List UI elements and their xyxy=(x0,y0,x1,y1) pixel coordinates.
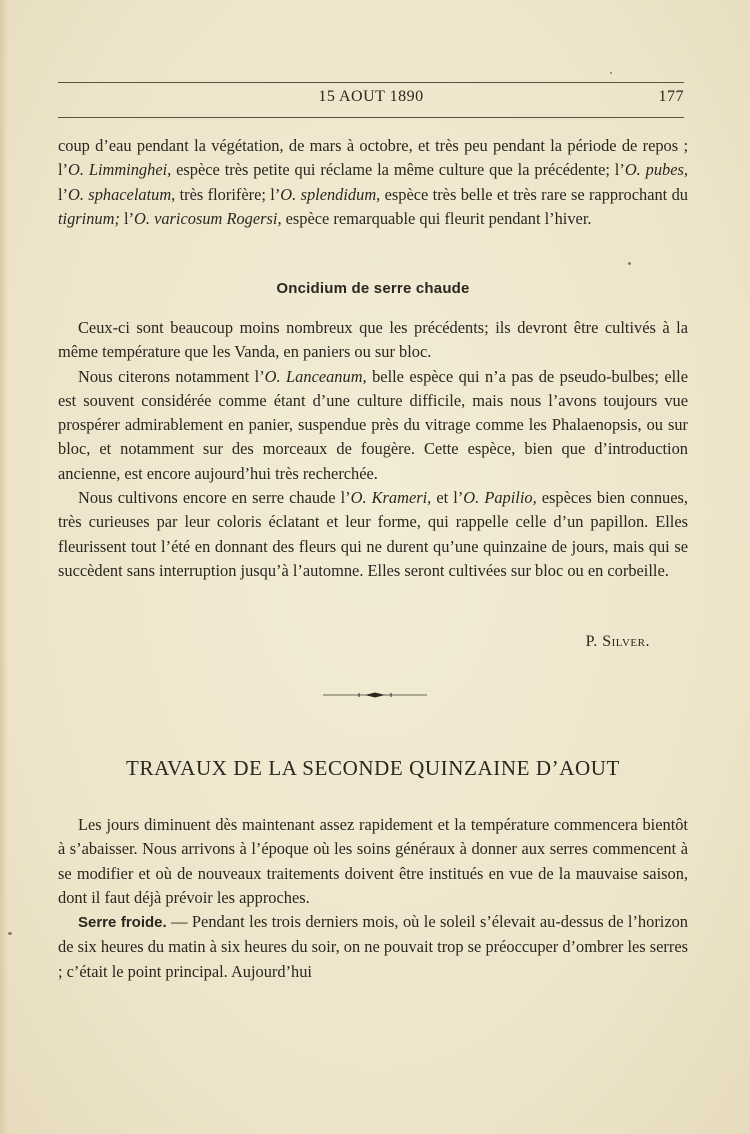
paper-speck xyxy=(610,72,612,74)
bold-lead-in: Serre froide. xyxy=(78,914,167,932)
section-paragraph-1 xyxy=(58,316,688,365)
italic-term: O. pubes xyxy=(624,160,684,180)
signature-name: Silver. xyxy=(602,633,650,650)
text-run: , l’ xyxy=(58,160,688,204)
page-edge-shadow xyxy=(0,0,8,1134)
section-paragraph-2 xyxy=(58,365,688,486)
chapter-body xyxy=(58,813,688,984)
continuation-text xyxy=(58,134,688,231)
continuation-paragraph xyxy=(58,134,688,231)
text-run: espèce très petite qui réclame la même culture que la précédente; l’ xyxy=(171,160,625,180)
italic-term: O. Limminghei, xyxy=(68,160,172,180)
text-run: , très florifère; l’ xyxy=(171,184,281,204)
signature-initial: P. xyxy=(585,633,598,650)
italic-term: O. varicosum Rogersi, xyxy=(134,208,282,228)
italic-term: O. sphacelatum xyxy=(68,184,172,204)
text-run: Les jours diminuent dès maintenant assez rapidement et la température commencera bientôt à s’abaisser. Nous arrivons à l’époque où les soins généraux à donner aux serres commencent à se modifier et où de nouveaux traitements doivent être institués en vue de la mauvaise saison, dont il faut déjà prévoir les approches. xyxy=(58,815,688,907)
running-head xyxy=(58,88,684,110)
text-run: espèce remarquable qui fleurit pendant l’hiver. xyxy=(281,208,592,228)
author-signature xyxy=(586,633,650,651)
italic-term: tigrinum; xyxy=(58,208,120,228)
paper-speck xyxy=(8,932,12,935)
running-head-date: 15 AOUT 1890 xyxy=(318,88,424,105)
italic-term: O. splendidum, xyxy=(280,184,381,204)
text-run: espèce très belle et très rare se rapprochant du xyxy=(380,184,688,204)
header-rule-bottom xyxy=(58,117,684,118)
chapter-title: TRAVAUX DE LA SECONDE QUINZAINE D’AOUT xyxy=(126,756,620,780)
text-run: Nous cultivons encore en serre chaude l’ xyxy=(78,488,351,508)
text-run: espèces bien connues, très curieuses par leur coloris éclatant et leur forme, qui rappelle celle d’un papillon. Elles fleurissent tout l’été en donnant des fleurs qui ne durent qu’une quinzaine de jours, mais qui se succèdent sans interruption jusqu’à l’automne. Elles seront cultivées sur bloc ou en corbeille. xyxy=(58,488,688,580)
text-run: Nous citerons notamment l’ xyxy=(78,366,265,386)
page-number: 177 xyxy=(658,88,684,105)
section-body xyxy=(58,316,688,583)
paper-speck xyxy=(628,262,631,265)
text-run: l’ xyxy=(119,208,135,228)
italic-term: O. Krameri, xyxy=(350,488,432,508)
italic-term: O. Papilio, xyxy=(463,488,537,508)
text-run: belle espèce qui n’a pas de pseudo-bulbes; elle est souvent considérée comme étant d’une culture difficile, mais nous l’avons toujours vue prospérer admirablement en panier, suspendue près du vitrage comme les Phalaenopsis, ou sur bloc, et notamment sur des morceaux de fougère. Cette espèce, bien que d’introduction ancienne, est encore aujourd’hui très recherchée. xyxy=(58,366,688,483)
chapter-paragraph-1 xyxy=(58,813,688,910)
section-heading: Oncidium de serre chaude xyxy=(276,280,470,297)
header-rule-top xyxy=(58,82,684,83)
chapter-paragraph-2 xyxy=(58,910,688,984)
section-divider-ornament xyxy=(323,692,427,698)
text-run: Ceux-ci sont beaucoup moins nombreux que les précédents; ils devront être cultivés à la même température que les Vanda, en paniers ou sur bloc. xyxy=(58,318,688,362)
italic-term: O. Lanceanum, xyxy=(264,366,367,386)
text-run: et l’ xyxy=(431,488,464,508)
text-run: coup d’eau pendant la végétation, de mars à octobre, et très peu pendant la période de repos ; l’ xyxy=(58,136,688,180)
section-paragraph-3 xyxy=(58,486,688,583)
text-run: — Pendant les trois derniers mois, où le soleil s’élevait au-dessus de l’horizon de six heures du matin à six heures du soir, on ne pouvait trop se préoccuper d’ombrer les serres ; c’était le point principal. Aujourd’hui xyxy=(58,912,689,981)
